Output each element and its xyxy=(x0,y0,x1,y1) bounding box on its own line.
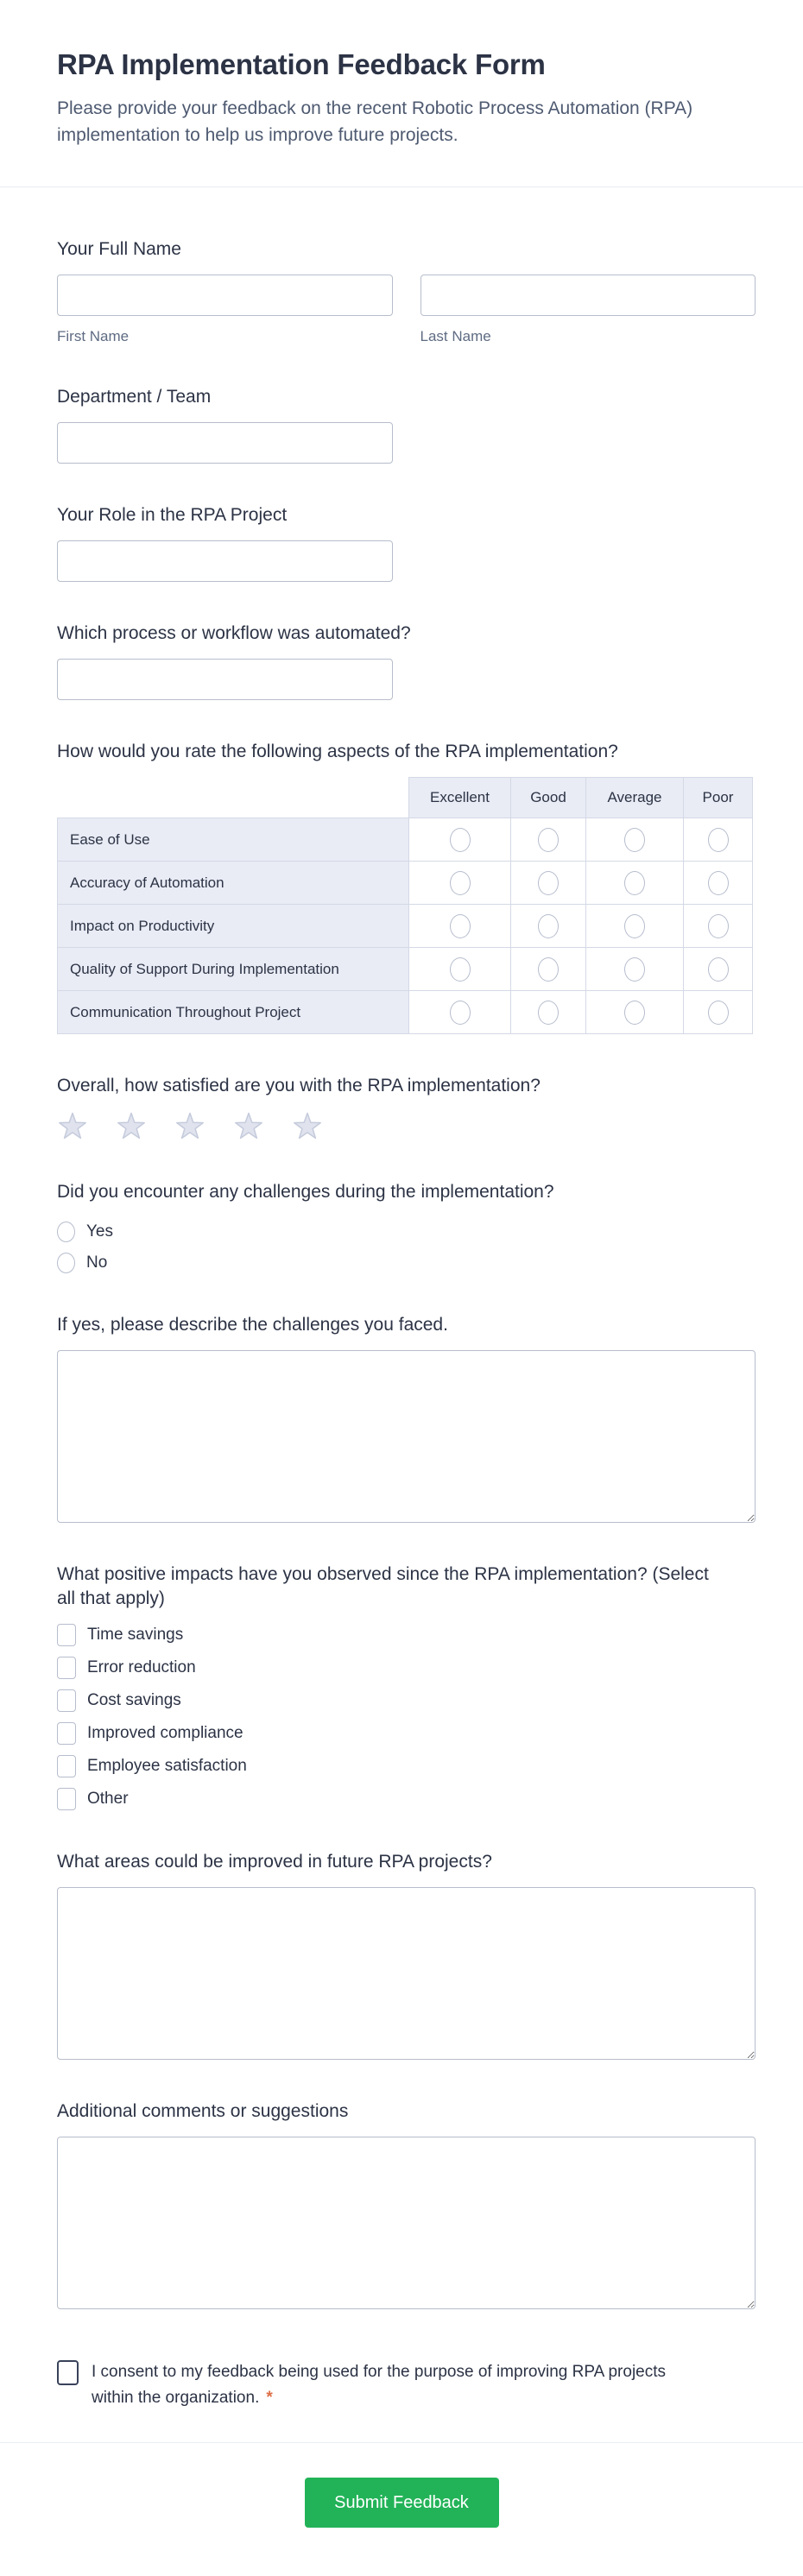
checkbox-option-improved-compliance[interactable] xyxy=(57,1722,756,1745)
role-label: Your Role in the RPA Project xyxy=(57,505,288,525)
matrix-header-spacer xyxy=(58,778,409,818)
last-name-sublabel: Last Name xyxy=(420,328,491,344)
matrix-radio[interactable] xyxy=(450,828,471,852)
question-improvements xyxy=(57,1850,756,2060)
matrix-row xyxy=(58,862,753,905)
matrix-column-header: Poor xyxy=(684,778,753,818)
submit-button[interactable]: Submit Feedback xyxy=(305,2478,499,2528)
matrix-row-label: Accuracy of Automation xyxy=(58,862,409,905)
matrix-radio[interactable] xyxy=(538,1001,559,1025)
department-input[interactable] xyxy=(57,422,393,464)
comments-label: Additional comments or suggestions xyxy=(57,2101,349,2121)
consent-checkbox[interactable] xyxy=(57,2360,79,2385)
challenge-details-label: If yes, please describe the challenges you faced. xyxy=(57,1315,448,1335)
matrix-label: How would you rate the following aspects of the RPA implementation? xyxy=(57,742,618,761)
question-rating-matrix xyxy=(57,740,756,1034)
matrix-radio[interactable] xyxy=(450,957,471,982)
checkbox-icon[interactable] xyxy=(57,1788,76,1810)
radio-option-label: No xyxy=(86,1253,108,1272)
star-rating xyxy=(57,1111,756,1140)
radio-option-label: Yes xyxy=(86,1222,113,1241)
matrix-radio[interactable] xyxy=(624,828,645,852)
first-name-sublabel: First Name xyxy=(57,328,130,344)
matrix-radio[interactable] xyxy=(538,914,559,938)
matrix-row xyxy=(58,991,753,1034)
question-role xyxy=(57,503,756,582)
matrix-radio[interactable] xyxy=(450,914,471,938)
matrix-radio[interactable] xyxy=(708,957,729,982)
matrix-radio[interactable] xyxy=(708,914,729,938)
improvements-textarea[interactable] xyxy=(57,1887,756,2060)
form-description: Please provide your feedback on the recent Robotic Process Automation (RPA) implementation to help us improve future projects. xyxy=(57,98,693,145)
radio-option-yes[interactable] xyxy=(57,1222,756,1242)
first-name-input[interactable] xyxy=(57,275,393,316)
star-icon[interactable] xyxy=(57,1111,88,1140)
matrix-row xyxy=(58,818,753,862)
checkbox-icon[interactable] xyxy=(57,1722,76,1745)
satisfaction-label: Overall, how satisfied are you with the RPA implementation? xyxy=(57,1076,541,1095)
matrix-row-label: Impact on Productivity xyxy=(58,905,409,948)
question-challenge-details xyxy=(57,1313,756,1523)
process-label: Which process or workflow was automated? xyxy=(57,623,411,643)
challenge-details-textarea[interactable] xyxy=(57,1350,756,1523)
role-input[interactable] xyxy=(57,540,393,582)
challenges-label: Did you encounter any challenges during the implementation? xyxy=(57,1182,554,1202)
radio-option-no[interactable] xyxy=(57,1253,756,1273)
radio-icon[interactable] xyxy=(57,1253,75,1273)
checkbox-option-label: Employee satisfaction xyxy=(87,1757,247,1775)
matrix-row xyxy=(58,948,753,991)
matrix-radio[interactable] xyxy=(624,871,645,895)
checkbox-option-label: Improved compliance xyxy=(87,1724,243,1742)
question-positive-impacts xyxy=(57,1563,756,1810)
consent-field[interactable] xyxy=(57,2359,756,2411)
matrix-row-label: Ease of Use xyxy=(58,818,409,862)
form-body xyxy=(0,237,803,2411)
matrix-column-header: Excellent xyxy=(409,778,511,818)
checkbox-icon[interactable] xyxy=(57,1689,76,1712)
matrix-radio[interactable] xyxy=(708,871,729,895)
checkbox-option-cost-savings[interactable] xyxy=(57,1689,756,1712)
checkbox-option-label: Cost savings xyxy=(87,1691,181,1709)
question-department xyxy=(57,385,756,464)
matrix-column-header: Average xyxy=(586,778,684,818)
checkbox-option-label: Other xyxy=(87,1790,129,1808)
matrix-row xyxy=(58,905,753,948)
star-icon[interactable] xyxy=(174,1111,205,1140)
department-label: Department / Team xyxy=(57,387,212,407)
checkbox-option-label: Time savings xyxy=(87,1626,184,1644)
process-input[interactable] xyxy=(57,659,393,700)
checkbox-option-label: Error reduction xyxy=(87,1658,196,1676)
last-name-input[interactable] xyxy=(420,275,756,316)
matrix-radio[interactable] xyxy=(624,1001,645,1025)
matrix-radio[interactable] xyxy=(538,871,559,895)
star-icon[interactable] xyxy=(292,1111,323,1140)
question-full-name xyxy=(57,237,756,345)
checkbox-icon[interactable] xyxy=(57,1657,76,1679)
checkbox-icon[interactable] xyxy=(57,1755,76,1777)
checkbox-option-time-savings[interactable] xyxy=(57,1624,756,1646)
rating-matrix-table xyxy=(57,777,753,1034)
improvements-label: What areas could be improved in future RPA projects? xyxy=(57,1852,492,1872)
page-title: RPA Implementation Feedback Form xyxy=(57,48,546,80)
checkbox-option-employee-satisfaction[interactable] xyxy=(57,1755,756,1777)
matrix-radio[interactable] xyxy=(624,957,645,982)
radio-icon[interactable] xyxy=(57,1222,75,1242)
checkbox-option-error-reduction[interactable] xyxy=(57,1657,756,1679)
star-icon[interactable] xyxy=(116,1111,147,1140)
matrix-radio[interactable] xyxy=(708,828,729,852)
name-fields-row xyxy=(57,275,756,345)
star-icon[interactable] xyxy=(233,1111,264,1140)
comments-textarea[interactable] xyxy=(57,2137,756,2309)
required-asterisk: * xyxy=(266,2389,273,2407)
question-process xyxy=(57,622,756,700)
matrix-radio[interactable] xyxy=(624,914,645,938)
matrix-header-row xyxy=(58,778,753,818)
form-footer xyxy=(0,2443,803,2573)
matrix-column-header: Good xyxy=(511,778,586,818)
positive-impacts-label: What positive impacts have you observed since the RPA implementation? (Select all that apply) xyxy=(57,1564,709,1608)
matrix-row-label: Quality of Support During Implementation xyxy=(58,948,409,991)
consent-label: I consent to my feedback being used for the purpose of improving RPA projects within the organization. xyxy=(92,2363,667,2407)
matrix-radio[interactable] xyxy=(538,957,559,982)
question-comments xyxy=(57,2099,756,2309)
matrix-row-label: Communication Throughout Project xyxy=(58,991,409,1034)
question-satisfaction xyxy=(57,1074,756,1140)
question-challenges xyxy=(57,1180,756,1273)
matrix-radio[interactable] xyxy=(538,828,559,852)
checkbox-icon[interactable] xyxy=(57,1624,76,1646)
matrix-radio[interactable] xyxy=(450,1001,471,1025)
matrix-radio[interactable] xyxy=(450,871,471,895)
consent-text xyxy=(92,2359,696,2411)
checkbox-option-other[interactable] xyxy=(57,1788,756,1810)
first-name-col xyxy=(57,275,393,345)
full-name-label: Your Full Name xyxy=(57,239,181,259)
last-name-col xyxy=(420,275,756,345)
matrix-radio[interactable] xyxy=(708,1001,729,1025)
form-header xyxy=(0,0,803,187)
